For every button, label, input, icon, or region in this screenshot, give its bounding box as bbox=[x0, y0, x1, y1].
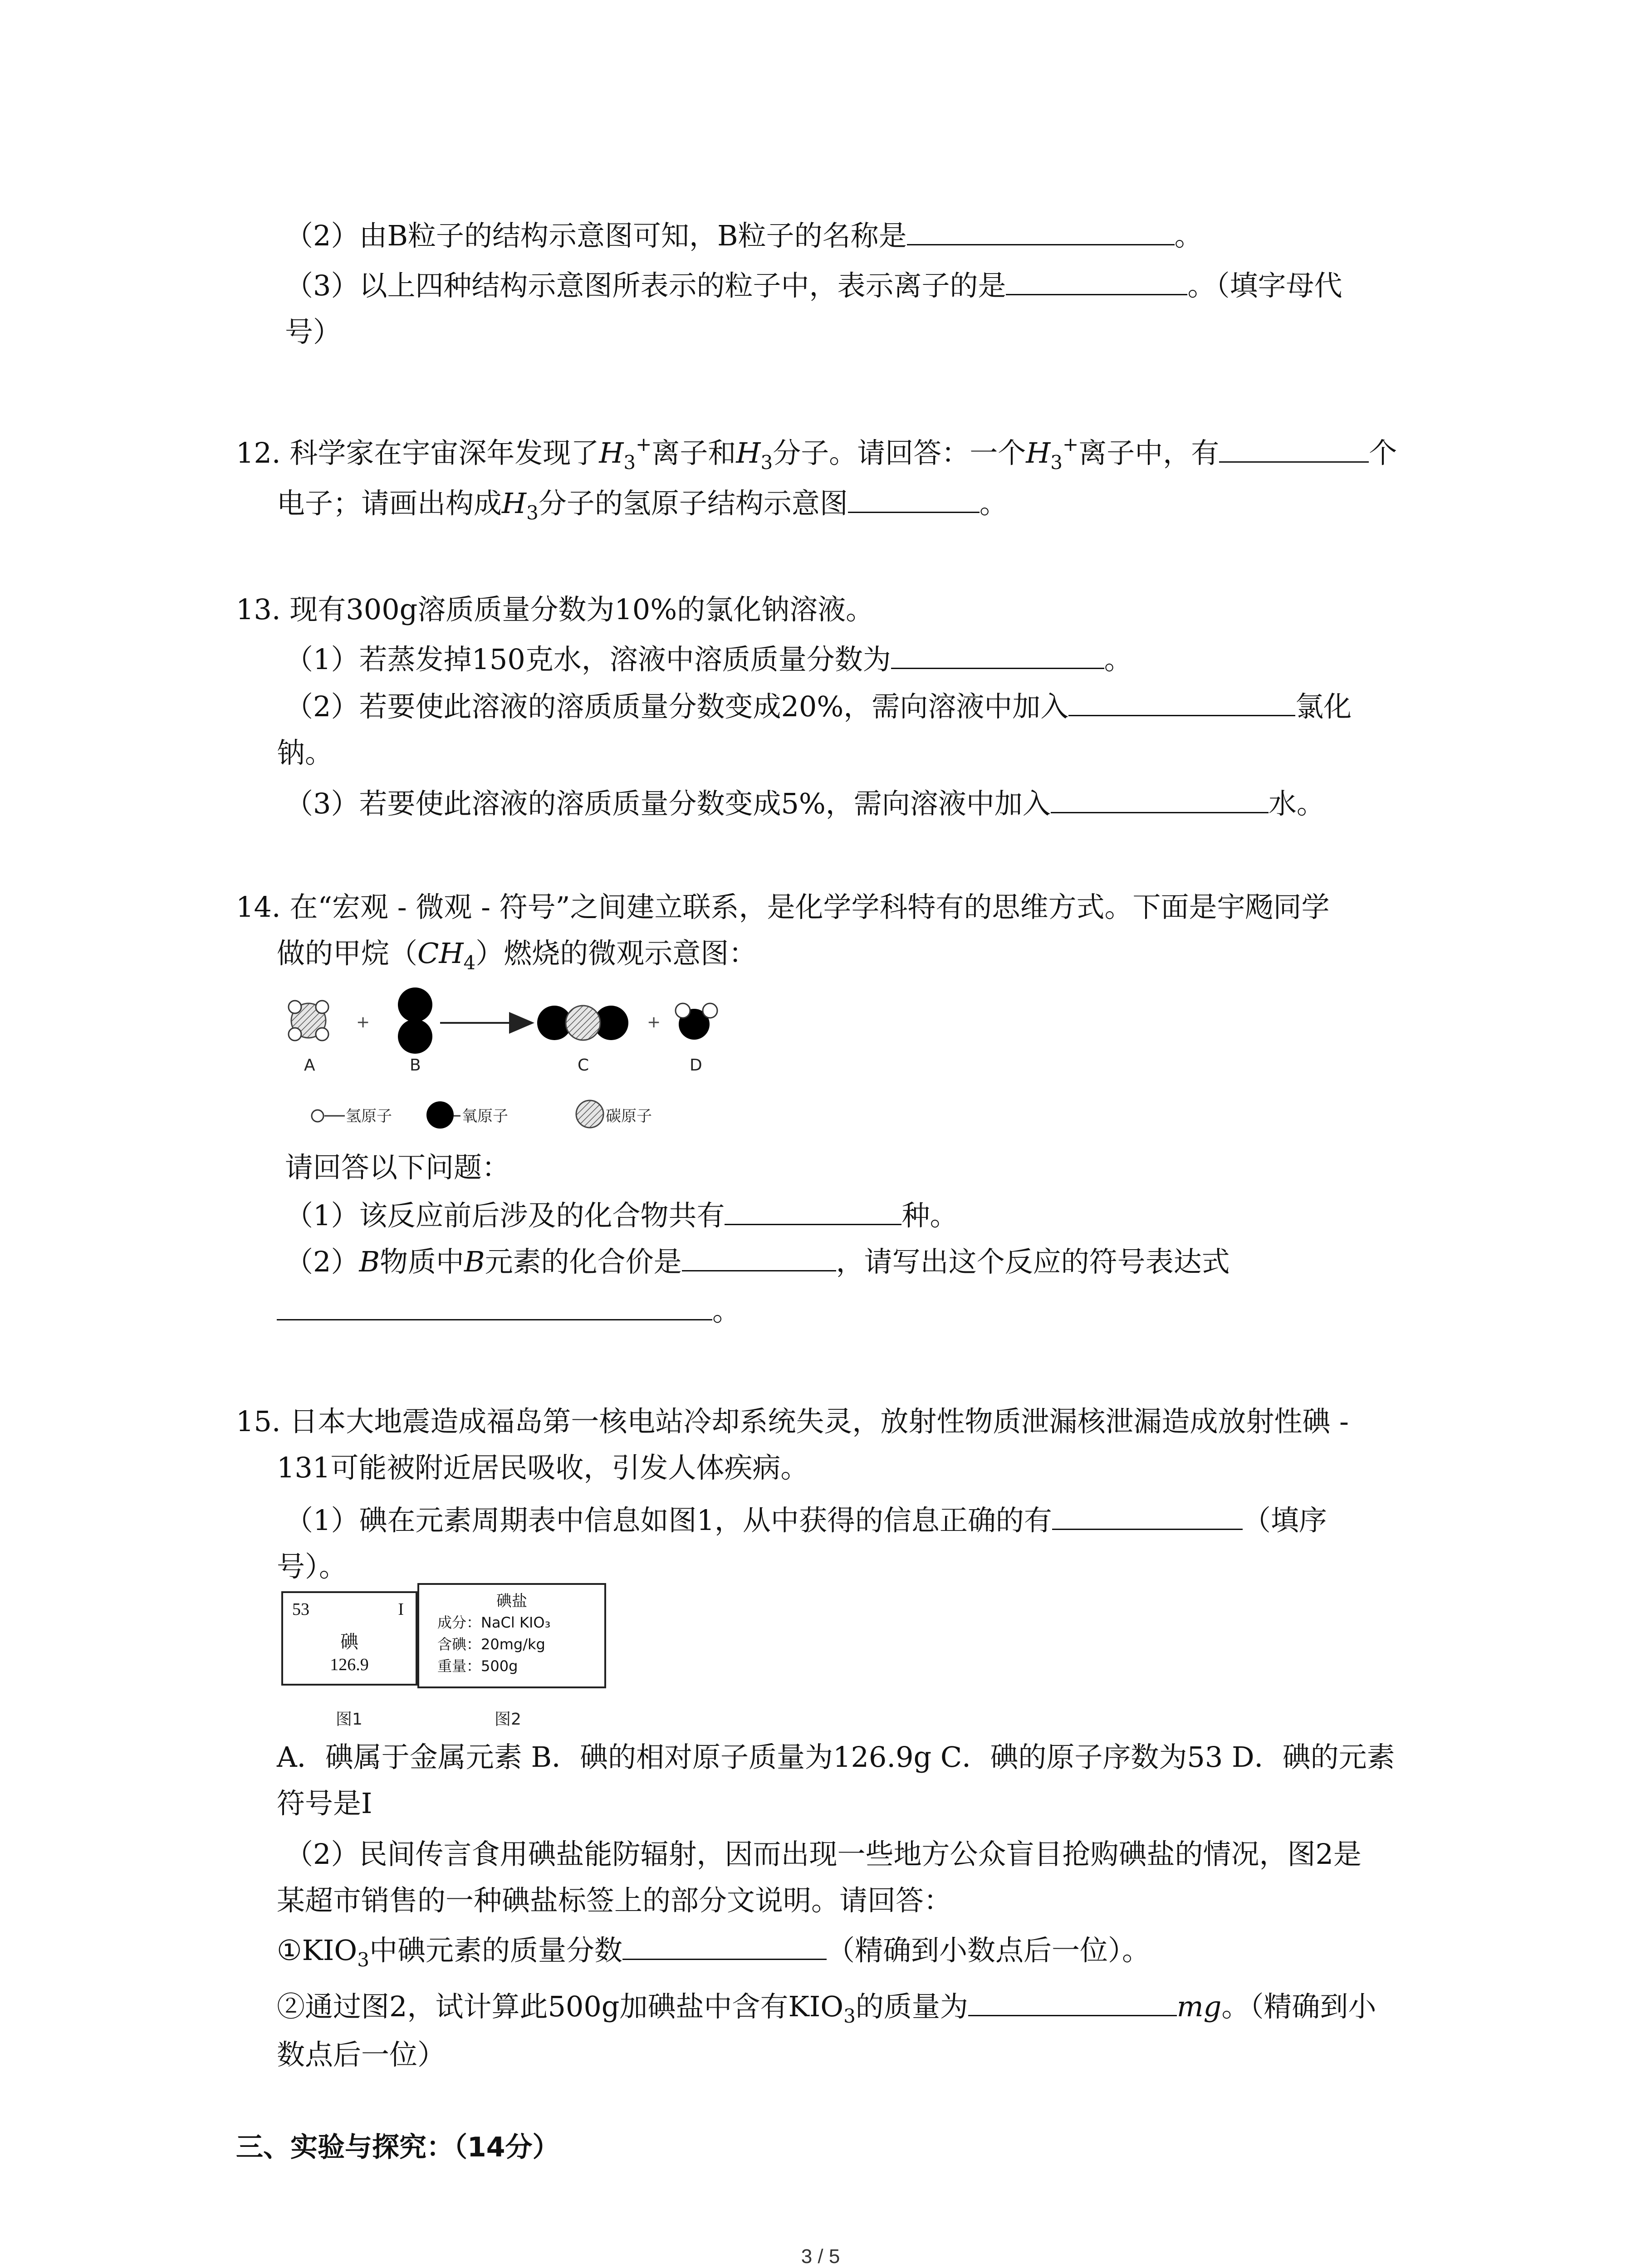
q14-part2-cont: 。 bbox=[277, 1292, 740, 1330]
plus-sign: + bbox=[356, 1013, 370, 1031]
answer-blank[interactable] bbox=[725, 1197, 901, 1225]
q13-part1: （1）若蒸发掉150克水，溶液中溶质质量分数为 。 bbox=[285, 640, 1132, 679]
section-heading: 三、实验与探究：（14分） bbox=[236, 2131, 560, 2163]
figure1-caption: 图1 bbox=[336, 1710, 362, 1729]
q15-part2-line1: （2）民间传言食用碘盐能防辐射，因而出现一些地方公众盲目抢购碘盐的情况，图2是 bbox=[285, 1838, 1362, 1871]
diagram-legend bbox=[312, 1100, 652, 1129]
q15-part2-line2: 某超市销售的一种碘盐标签上的部分文说明。请回答： bbox=[277, 1884, 952, 1917]
methane-combustion-diagram bbox=[277, 984, 776, 1134]
q14-part2: （2）B物质中B元素的化合价是 ，请写出这个反应的符号表达式 bbox=[285, 1243, 1230, 1281]
label-d: D bbox=[690, 1056, 702, 1075]
answer-blank[interactable] bbox=[891, 640, 1104, 669]
q11-part3: （3）以上四种结构示意图所表示的粒子中，表示离子的是 。（填字母代 bbox=[285, 267, 1342, 305]
q15-line2: 131可能被附近居民吸收，引发人体疾病。 bbox=[277, 1451, 809, 1484]
q15-options-line2: 符号是I bbox=[277, 1787, 372, 1820]
q15-part1-cont: 号）。 bbox=[277, 1550, 348, 1583]
q14-ask: 请回答以下问题： bbox=[285, 1151, 510, 1184]
atomic-number: 53 bbox=[292, 1600, 309, 1619]
q12-line2: 电子；请画出构成$H_3$分子的氢原子结构示意图 。 bbox=[277, 484, 1008, 532]
element-symbol: I bbox=[398, 1600, 404, 1619]
q11-part3-cont: 号） bbox=[285, 315, 342, 348]
legend-carbon: 碳原子 bbox=[606, 1107, 652, 1125]
answer-blank[interactable] bbox=[1006, 267, 1187, 295]
q15-options-line1: A．碘属于金属元素 B．碘的相对原子质量为126.9g C．碘的原子序数为53 D．碘的元素 bbox=[277, 1740, 1395, 1774]
q11-part2: （2）由B粒子的结构示意图可知，B粒子的名称是 。 bbox=[285, 217, 1203, 255]
answer-blank[interactable] bbox=[1052, 1501, 1243, 1530]
atomic-mass: 126.9 bbox=[330, 1655, 369, 1674]
q14-line1: 14. 在“宏观 - 微观 - 符号”之间建立联系，是化学学科特有的思维方式。下面是宇飏同学 bbox=[236, 890, 1330, 924]
q14-line2: 做的甲烷$(CH_4)$燃烧的微观示意图： bbox=[277, 937, 757, 974]
answer-blank[interactable] bbox=[848, 484, 980, 513]
answer-blank[interactable] bbox=[968, 1988, 1177, 2016]
element-name: 碘 bbox=[340, 1632, 358, 1652]
q15-line1: 15. 日本大地震造成福岛第一核电站冷却系统失灵，放射性物质泄漏核泄漏造成放射性碘 - bbox=[236, 1405, 1349, 1438]
q13-part3: （3）若要使此溶液的溶质质量分数变成5%，需向溶液中加入 水。 bbox=[285, 785, 1325, 823]
q15-part1: （1）碘在元素周期表中信息如图1，从中获得的信息正确的有 （填序 bbox=[285, 1501, 1327, 1540]
page-number: 3 / 5 bbox=[801, 2245, 840, 2268]
q15-sub2: ②通过图2，试计算此500g加碘盐中含有$KIO_3$的质量为 mg。（精确到小 bbox=[277, 1988, 1376, 2035]
q12-line1: 12. 科学家在宇宙深年发现了$H_3^+$离子和$H_3$分子。请回答：一个$H_3^+$离子中，有 个 bbox=[236, 433, 1397, 474]
label-row-ingredients: 成分：NaCl KIO₃ bbox=[437, 1614, 551, 1631]
q15-sub1: $①KIO_3$中碘元素的质量分数 （精确到小数点后一位）。 bbox=[277, 1931, 1150, 1979]
answer-blank[interactable] bbox=[277, 1292, 712, 1320]
answer-blank[interactable] bbox=[1219, 434, 1369, 463]
q13-part2: （2）若要使此溶液的溶质质量分数变成20%，需向溶液中加入 氯化 bbox=[285, 688, 1352, 726]
answer-blank[interactable] bbox=[682, 1243, 836, 1271]
plus-sign: + bbox=[647, 1013, 661, 1031]
q15-sub2-cont: 数点后一位） bbox=[277, 2038, 446, 2071]
figure1-iodine-cell bbox=[281, 1591, 417, 1686]
legend-oxygen: 氧原子 bbox=[462, 1107, 508, 1125]
label-row-weight: 重量：500g bbox=[437, 1657, 518, 1675]
q14-part1: （1）该反应前后涉及的化合物共有 种。 bbox=[285, 1197, 958, 1235]
molecule-b-oxygen bbox=[398, 987, 432, 1054]
answer-blank[interactable] bbox=[907, 217, 1175, 245]
label-row-iodine: 含碘：20mg/kg bbox=[437, 1636, 545, 1653]
answer-blank[interactable] bbox=[1068, 688, 1295, 716]
q13-part2-cont: 钠。 bbox=[277, 736, 333, 769]
label-b: B bbox=[410, 1056, 421, 1075]
molecule-d-water bbox=[676, 1003, 717, 1040]
label-title: 碘盐 bbox=[496, 1592, 527, 1610]
label-c: C bbox=[578, 1056, 589, 1075]
figure2-salt-label bbox=[417, 1583, 606, 1688]
label-a: A bbox=[304, 1056, 315, 1075]
answer-blank[interactable] bbox=[622, 1931, 827, 1960]
figure2-caption: 图2 bbox=[495, 1710, 521, 1729]
legend-hydrogen: 氢原子 bbox=[346, 1107, 392, 1125]
q13-intro: 13. 现有300g溶质质量分数为10%的氯化钠溶液。 bbox=[236, 593, 874, 626]
molecule-a-methane bbox=[289, 1001, 328, 1041]
molecule-c-carbon-dioxide bbox=[537, 1006, 628, 1040]
answer-blank[interactable] bbox=[1051, 785, 1269, 813]
